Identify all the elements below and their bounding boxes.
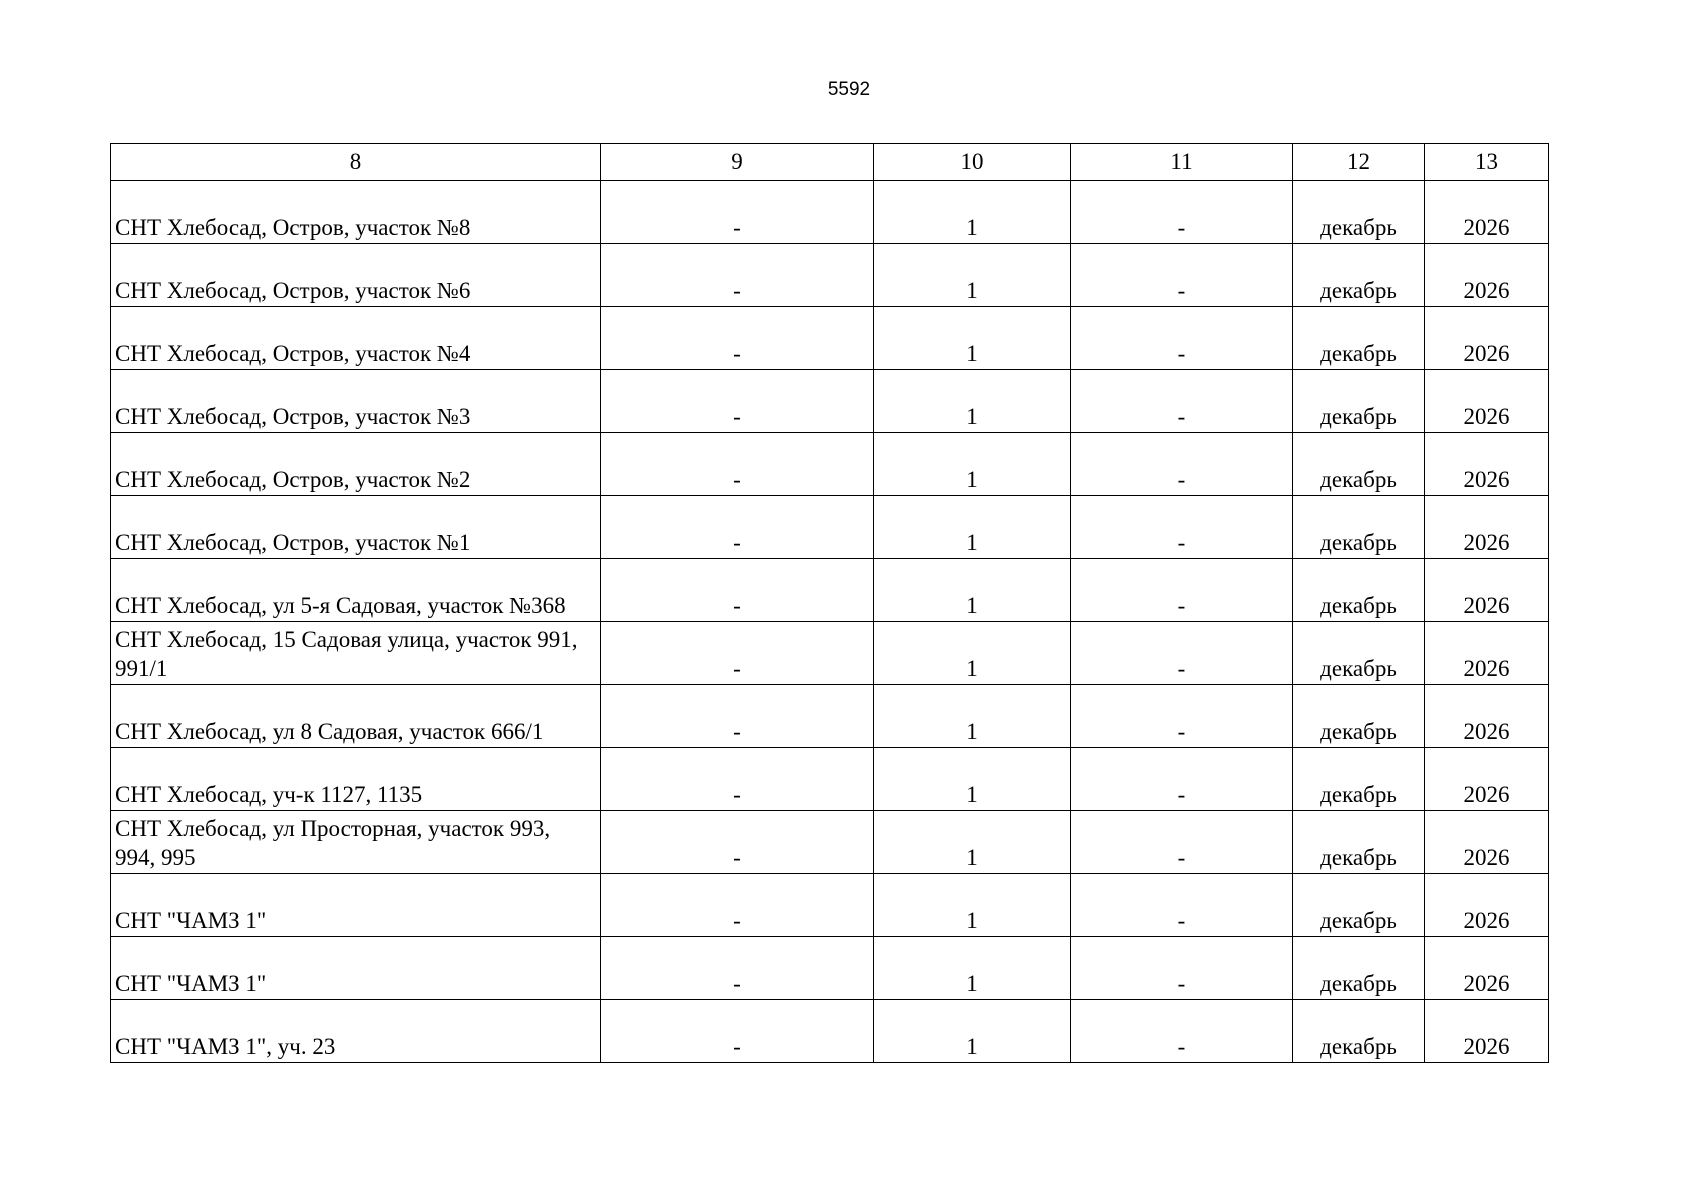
column-11-cell: -: [1071, 685, 1293, 748]
column-header-12: 12: [1293, 144, 1425, 181]
column-9-cell: -: [601, 181, 874, 244]
column-9-cell: -: [601, 496, 874, 559]
year-cell: 2026: [1425, 496, 1549, 559]
column-11-cell: -: [1071, 874, 1293, 937]
column-11-cell: -: [1071, 370, 1293, 433]
column-9-cell: -: [601, 937, 874, 1000]
column-11-cell: -: [1071, 307, 1293, 370]
month-cell: декабрь: [1293, 874, 1425, 937]
column-10-cell: 1: [874, 622, 1071, 685]
column-10-cell: 1: [874, 811, 1071, 874]
column-11-cell: -: [1071, 748, 1293, 811]
table-row: [111, 1000, 1549, 1063]
year-cell: 2026: [1425, 685, 1549, 748]
column-10-cell: 1: [874, 748, 1071, 811]
column-10-cell: 1: [874, 496, 1071, 559]
month-cell: декабрь: [1293, 181, 1425, 244]
table-header-row: [111, 144, 1549, 181]
month-cell: декабрь: [1293, 937, 1425, 1000]
table-row: [111, 559, 1549, 622]
year-cell: 2026: [1425, 244, 1549, 307]
year-cell: 2026: [1425, 370, 1549, 433]
table-row: [111, 874, 1549, 937]
address-cell: СНТ Хлебосад, Остров, участок №6: [111, 244, 601, 307]
column-10-cell: 1: [874, 307, 1071, 370]
address-cell: СНТ "ЧАМЗ 1", уч. 23: [111, 1000, 601, 1063]
table-row: [111, 181, 1549, 244]
column-header-10: 10: [874, 144, 1071, 181]
year-cell: 2026: [1425, 811, 1549, 874]
data-table: [110, 143, 1549, 1063]
table-row: [111, 433, 1549, 496]
address-cell: СНТ Хлебосад, Остров, участок №2: [111, 433, 601, 496]
table-row: [111, 811, 1549, 874]
column-10-cell: 1: [874, 433, 1071, 496]
table-row: [111, 937, 1549, 1000]
address-cell: СНТ Хлебосад, Остров, участок №8: [111, 181, 601, 244]
month-cell: декабрь: [1293, 496, 1425, 559]
column-11-cell: -: [1071, 181, 1293, 244]
column-11-cell: -: [1071, 244, 1293, 307]
column-10-cell: 1: [874, 370, 1071, 433]
column-11-cell: -: [1071, 433, 1293, 496]
column-header-9: 9: [601, 144, 874, 181]
year-cell: 2026: [1425, 181, 1549, 244]
column-9-cell: -: [601, 370, 874, 433]
column-header-11: 11: [1071, 144, 1293, 181]
month-cell: декабрь: [1293, 622, 1425, 685]
column-11-cell: -: [1071, 937, 1293, 1000]
address-cell: СНТ Хлебосад, Остров, участок №3: [111, 370, 601, 433]
column-11-cell: -: [1071, 811, 1293, 874]
column-11-cell: -: [1071, 559, 1293, 622]
page-number: 5592: [827, 79, 871, 100]
month-cell: декабрь: [1293, 244, 1425, 307]
column-10-cell: 1: [874, 685, 1071, 748]
address-cell: СНТ Хлебосад, ул Просторная, участок 993, 994, 995: [111, 811, 601, 874]
table-row: [111, 307, 1549, 370]
column-9-cell: -: [601, 307, 874, 370]
address-cell: СНТ Хлебосад, Остров, участок №4: [111, 307, 601, 370]
month-cell: декабрь: [1293, 370, 1425, 433]
column-10-cell: 1: [874, 1000, 1071, 1063]
column-9-cell: -: [601, 622, 874, 685]
column-header-13: 13: [1425, 144, 1549, 181]
table-row: [111, 748, 1549, 811]
address-cell: СНТ Хлебосад, уч-к 1127, 1135: [111, 748, 601, 811]
month-cell: декабрь: [1293, 748, 1425, 811]
year-cell: 2026: [1425, 307, 1549, 370]
address-cell: СНТ Хлебосад, Остров, участок №1: [111, 496, 601, 559]
table-row: [111, 622, 1549, 685]
column-9-cell: -: [601, 244, 874, 307]
column-9-cell: -: [601, 874, 874, 937]
table-row: [111, 370, 1549, 433]
column-9-cell: -: [601, 811, 874, 874]
column-11-cell: -: [1071, 1000, 1293, 1063]
year-cell: 2026: [1425, 1000, 1549, 1063]
table-row: [111, 685, 1549, 748]
year-cell: 2026: [1425, 937, 1549, 1000]
month-cell: декабрь: [1293, 433, 1425, 496]
address-cell: СНТ Хлебосад, ул 5-я Садовая, участок №368: [111, 559, 601, 622]
address-cell: СНТ Хлебосад, ул 8 Садовая, участок 666/1: [111, 685, 601, 748]
month-cell: декабрь: [1293, 685, 1425, 748]
month-cell: декабрь: [1293, 811, 1425, 874]
column-11-cell: -: [1071, 622, 1293, 685]
column-10-cell: 1: [874, 181, 1071, 244]
year-cell: 2026: [1425, 433, 1549, 496]
column-10-cell: 1: [874, 937, 1071, 1000]
column-header-8: 8: [111, 144, 601, 181]
column-9-cell: -: [601, 1000, 874, 1063]
column-9-cell: -: [601, 748, 874, 811]
column-9-cell: -: [601, 685, 874, 748]
column-10-cell: 1: [874, 244, 1071, 307]
table-row: [111, 496, 1549, 559]
column-9-cell: -: [601, 559, 874, 622]
year-cell: 2026: [1425, 559, 1549, 622]
column-10-cell: 1: [874, 874, 1071, 937]
month-cell: декабрь: [1293, 307, 1425, 370]
table-row: [111, 244, 1549, 307]
column-11-cell: -: [1071, 496, 1293, 559]
column-9-cell: -: [601, 433, 874, 496]
month-cell: декабрь: [1293, 1000, 1425, 1063]
year-cell: 2026: [1425, 622, 1549, 685]
address-cell: СНТ Хлебосад, 15 Садовая улица, участок 991, 991/1: [111, 622, 601, 685]
year-cell: 2026: [1425, 874, 1549, 937]
year-cell: 2026: [1425, 748, 1549, 811]
month-cell: декабрь: [1293, 559, 1425, 622]
address-cell: СНТ "ЧАМЗ 1": [111, 937, 601, 1000]
address-cell: СНТ "ЧАМЗ 1": [111, 874, 601, 937]
column-10-cell: 1: [874, 559, 1071, 622]
